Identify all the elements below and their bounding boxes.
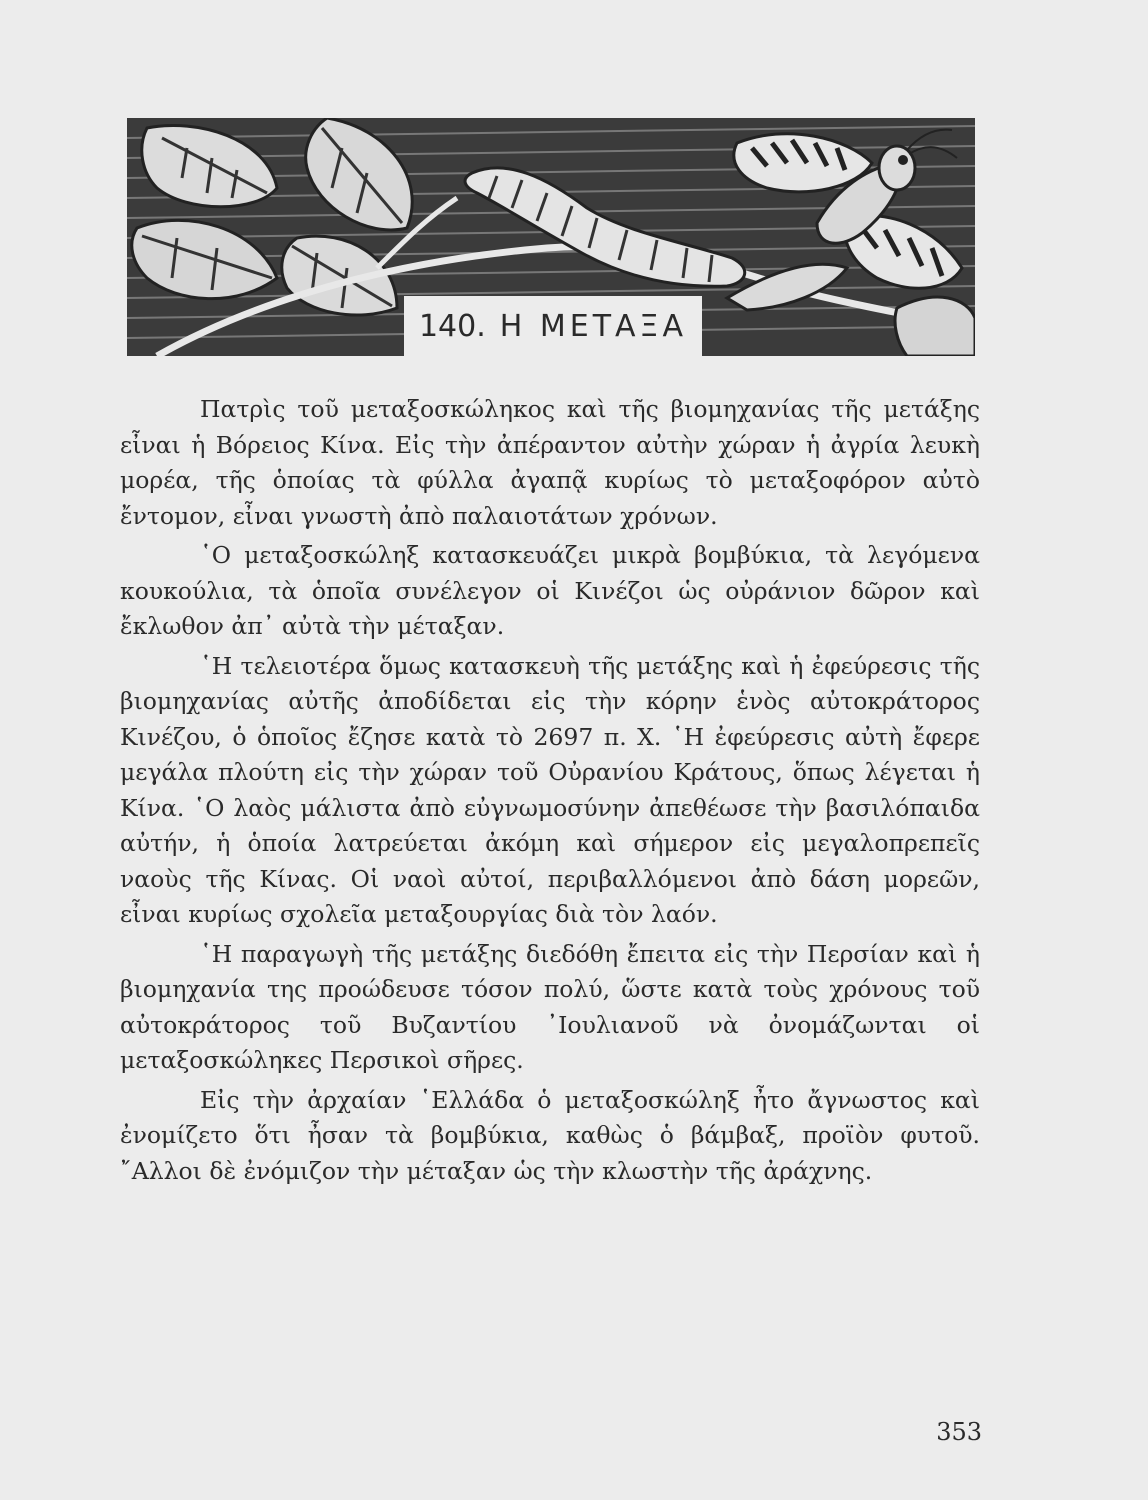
paragraph: ῾Η παραγωγὴ τῆς μετάξης διεδόθη ἔπειτα εἰς τὴν Περσίαν καὶ ἡ βιομηχανία της προώδευσε τόσον πολύ, ὥστε κατὰ τοὺς χρόνους τοῦ αὐτοκράτορος τοῦ Βυζαντίου ᾿Ιουλιανοῦ νὰ ὀνομάζωνται οἱ μεταξοσκώληκες Περσικοὶ σῆρες. <box>120 939 980 1074</box>
article-body <box>120 392 980 1193</box>
page-number: 353 <box>936 1418 982 1446</box>
paragraph: Πατρὶς τοῦ μεταξοσκώληκος καὶ τῆς βιομηχανίας τῆς μετάξης εἶναι ἡ Βόρειος Κίνα. Εἰς τὴν ἀπέραντον αὐτὴν χώραν ἡ ἀγρία λευκὴ μορέα, τῆς ὁποίας τὰ φύλλα ἀγαπᾷ κυρίως τὸ μεταξοφόρον αὐτὸ ἔντομον, εἶναι γνωστὴ ἀπὸ παλαιοτάτων χρόνων. <box>120 395 980 530</box>
lesson-number: 140. <box>418 308 486 344</box>
page-title <box>404 296 702 356</box>
paragraph: Εἰς τὴν ἀρχαίαν ῾Ελλάδα ὁ μεταξοσκώληξ ἦτο ἄγνωστος καὶ ἐνομίζετο ὅτι ἦσαν τὰ βομβύκια, καθὼς ὁ βάμβαξ, προϊὸν φυτοῦ. ῎Αλλοι δὲ ἐνόμιζον τὴν μέταξαν ὡς τὴν κλωστὴν τῆς ἀράχνης. <box>120 1085 980 1185</box>
paragraph: ῾Η τελειοτέρα ὅμως κατασκευὴ τῆς μετάξης καὶ ἡ ἐφεύρεσις τῆς βιομηχανίας αὐτῆς ἀποδίδεται εἰς τὴν κόρην ἑνὸς αὐτοκράτορος Κινέζου, ὁ ὁποῖος ἔζησε κατὰ τὸ 2697 π. Χ. ῾Η ἐφεύρεσις αὐτὴ ἔφερε μεγάλα πλούτη εἰς τὴν χώραν τοῦ Οὐρανίου Κράτους, ὅπως λέγεται ἡ Κίνα. ῾Ο λαὸς μάλιστα ἀπὸ εὐγνωμοσύνην ἀπεθέωσε τὴν βασιλόπαιδα αὐτήν, ἡ ὁποία λατρεύεται ἀκόμη καὶ σήμερον εἰς μεγαλοπρεπεῖς ναοὺς τῆς Κίνας. Οἱ ναοὶ αὐτοί, περιβαλλόμενοι ἀπὸ δάση μορεῶν, εἶναι κυρίως σχολεῖα μεταξουργίας διὰ τὸν λαόν. <box>120 651 980 928</box>
paragraph: ῾Ο μεταξοσκώληξ κατασκευάζει μικρὰ βομβύκια, τὰ λεγόμενα κουκούλια, τὰ ὁποῖα συνέλεγον οἱ Κινέζοι ὡς οὐράνιον δῶρον καὶ ἔκλωθον ἀπ᾿ αὐτὰ τὴν μέταξαν. <box>120 541 980 640</box>
lesson-title: Η ΜΕΤΑΞΑ <box>499 308 688 344</box>
